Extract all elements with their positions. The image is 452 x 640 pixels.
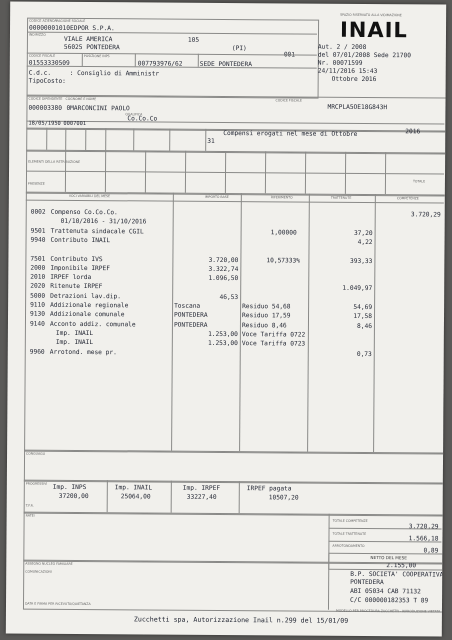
employee-contract: Co.Co.Co <box>127 115 158 123</box>
line-description: Addizionale regionale <box>50 301 129 310</box>
prog-value-inail: 25064,00 <box>120 493 151 501</box>
line-base: 1.253,00 <box>208 330 238 338</box>
line-description: Ritenute IRPEF <box>50 283 103 291</box>
caption-indirizzo: INDIRIZZO <box>28 32 46 37</box>
label-arrotondamento: ARROTONDAMENTO <box>332 543 365 548</box>
model-caption: MODELLO PER PROCEDURA ZUCCHETTI - RIPRODUZIONE VIETATA <box>335 608 441 614</box>
line-competence: 3.720,29 <box>410 211 441 219</box>
day-count: 31 <box>207 137 215 145</box>
line-code: 9960 <box>29 348 45 356</box>
netto-del-mese: 2.155,00 <box>386 562 417 570</box>
reserved-caption: SPAZIO RISERVATO ALLA VIDIMAZIONE <box>340 12 402 18</box>
signature-caption: DATA E FIRMA PER RICEVUTA/QUIETANZA <box>24 601 91 607</box>
employee-code: 000003380 <box>28 104 63 112</box>
line-description: Imp. INAIL <box>55 329 94 337</box>
prog-label-irpef: Imp. IRPEF <box>182 484 221 492</box>
caption-imponibile: IMPORTO BASE <box>204 194 229 200</box>
line-deduction: 37,20 <box>353 229 373 237</box>
caption-tfr: T.F.R. <box>25 503 34 508</box>
line-code: 9140 <box>29 320 45 328</box>
line-base: 46,53 <box>219 293 239 301</box>
company-tax-code: 01553330509 <box>28 59 70 67</box>
line-code: 9130 <box>30 310 45 319</box>
line-base: 1.096,50 <box>208 274 239 283</box>
line-code: 2010 <box>30 273 46 281</box>
line-base: 1.253,00 <box>207 340 238 348</box>
totale-competenze: 3.720,29 <box>408 523 439 531</box>
line-deduction: 0,73 <box>356 350 372 358</box>
table-row <box>10 1 446 4</box>
line-description: Contributo INAIL <box>50 236 111 245</box>
pay-period: Ottobre 2016 <box>331 75 377 84</box>
line-reference: 10,57333% <box>266 256 300 265</box>
company-phone: 007793976/62 <box>137 60 183 68</box>
prog-value-irpef: 33227,40 <box>186 493 217 501</box>
line-deduction: 4,22 <box>357 238 373 246</box>
description-year: 2016 <box>405 128 421 136</box>
line-base: PONTEDERA <box>173 311 208 320</box>
line-description: Imponibile IRPEF <box>50 264 110 272</box>
payslip-page <box>6 1 446 636</box>
caption-progressivi: PROGRESSIVI <box>25 481 48 486</box>
company-city: 56025 PONTEDERA <box>63 43 120 52</box>
cost-center: C.d.c. <box>28 69 52 77</box>
hire-date: 18/05/1950 <box>28 120 61 127</box>
prog-value-irpef-paid: 10507,20 <box>268 494 299 502</box>
line-description: Addizionale comunale <box>50 311 125 319</box>
caption-trattenute: TRATTENUTE <box>330 195 352 200</box>
employee-fiscal-code: MRCPLA5OE18G843H <box>327 103 388 112</box>
line-reference: 1,00000 <box>270 228 297 237</box>
prog-label-irpef-paid: IRPEF pagata <box>246 485 292 493</box>
line-reference: Voce Tariffa 0722 <box>241 331 306 339</box>
arrotondamento: 0,89 <box>423 547 439 555</box>
company-street: VIALE AMERICA <box>63 35 113 44</box>
totale-trattenute: 1.566,18 <box>408 535 439 543</box>
line-reference: Voce Tariffa 0723 <box>241 340 306 348</box>
caption-codice-azienda: CODICE AZIENDA <box>29 18 57 23</box>
company-street-no: 105 <box>187 36 200 44</box>
bank-branch: PONTEDERA <box>350 578 384 587</box>
print-date: 24/11/2016 15:43 <box>317 67 378 76</box>
prog-value-inps: 37200,00 <box>58 492 89 501</box>
line-reference: Residuo 54,68 <box>242 303 291 311</box>
line-code: 2000 <box>30 264 46 272</box>
caption-riferimento: RIFERIMENTO <box>270 195 293 200</box>
line-description: Contributo IVS <box>50 255 103 263</box>
line-code: 9501 <box>30 227 46 235</box>
company-province: (PI) <box>231 45 247 53</box>
caption-elementi: ELEMENTI DELLA RETRIBUZIONE <box>28 159 81 164</box>
caption-presenze: PRESENZE <box>27 181 45 186</box>
line-base: 3.322,74 <box>208 265 239 273</box>
employee-role: : Consiglio di Amministr <box>69 69 160 78</box>
bank-abi-cab: ABI 05034 CAB 71132 <box>350 587 421 596</box>
prog-label-inail: Imp. INAIL <box>114 484 153 492</box>
caption-qualifica: QUALIFICA <box>125 112 143 117</box>
authorization-number: Aut. 2 / 2008 <box>317 43 367 51</box>
line-base: Toscana <box>174 302 201 310</box>
seat-code: 001 <box>283 51 296 59</box>
caption-ratei: RATEI <box>25 513 35 518</box>
line-description: IRPEF lorda <box>50 273 92 282</box>
line-description: Detrazioni lav.dip. <box>50 292 121 300</box>
line-deduction: 1.049,97 <box>342 285 373 293</box>
caption-voci: VOCI VARIABILI DEL MESE <box>68 193 111 199</box>
line-reference: Residuo 17,59 <box>241 312 291 320</box>
employee-name: 0MARCONCINI PAOLO <box>66 104 130 113</box>
authorization-nr: Nr. 00071599 <box>317 59 363 67</box>
caption-cognome: COGNOME E NOME <box>65 96 97 102</box>
line-description: Arrotond. mese pr. <box>49 348 117 356</box>
line-deduction: 54,69 <box>353 303 373 312</box>
line-description: Trattenuta sindacale CGIL <box>50 227 144 236</box>
caption-codice-dip: CODICE DIPENDENTE <box>28 96 63 101</box>
caption-assegno: ASSEGNO NUCLEO FAMILIARE <box>25 561 73 566</box>
line-deduction: 17,58 <box>353 313 373 321</box>
line-code: 0002 <box>30 208 46 216</box>
line-code: 2020 <box>30 283 46 291</box>
company-code: 00000001010EDPOR S.P.A. <box>29 24 115 33</box>
caption-ragione-sociale: RAGIONE SOCIALE <box>56 18 86 24</box>
line-description: 01/10/2016 - 31/10/2016 <box>60 218 147 226</box>
authorization-date: del 07/01/2008 Sede 21700 <box>317 51 412 60</box>
inail-logo: INAIL <box>339 17 408 43</box>
line-reference: Residuo 8,46 <box>241 321 287 330</box>
line-code: 9110 <box>30 301 46 309</box>
bank-account: C/C 000000182353 T 89 <box>350 596 429 605</box>
caption-totale: TOTALE <box>412 179 426 184</box>
caption-posizione-inps: POSIZIONE INPS <box>83 54 110 59</box>
line-description: Compenso Co.Co.Co. <box>50 208 118 217</box>
deduction-code: 0007001 <box>63 120 87 128</box>
line-code: 9940 <box>30 236 46 244</box>
line-base: PONTEDERA <box>173 321 208 329</box>
line-deduction: 393,33 <box>350 257 373 265</box>
caption-comunicazioni: COMUNICAZIONI <box>25 569 52 574</box>
company-seat: SEDE PONTEDERA <box>199 60 252 69</box>
publisher-footer: Zucchetti spa, Autorizzazione Inail n.299 del 15/01/09 <box>133 615 349 625</box>
label-totale-trattenute: TOTALE TRATTENUTE <box>332 531 367 536</box>
label-netto: NETTO DEL MESE <box>370 555 407 561</box>
description-title: Compensi erogati nel mese di Ottobre <box>223 129 358 138</box>
line-description: Imp. INAIL <box>55 339 94 347</box>
line-base: 3.720,00 <box>208 256 239 264</box>
prog-label-inps: Imp. INPS <box>52 483 87 492</box>
line-code: 7501 <box>30 255 46 263</box>
caption-codice-fiscale-dip: CODICE FISCALE <box>275 98 302 103</box>
bank-name: B.P. SOCIETA' COOPERATIVA <box>350 570 444 579</box>
cost-type: TipoCosto: <box>28 77 66 85</box>
caption-competenze: COMPETENZE <box>396 196 419 201</box>
caption-codice-fiscale: CODICE FISCALE <box>28 53 56 58</box>
line-description: Acconto addiz. comunale <box>49 320 136 328</box>
label-totale-competenze: TOTALE COMPETENZE <box>332 518 368 523</box>
line-code: 5000 <box>30 292 46 300</box>
line-deduction: 8,46 <box>357 322 372 330</box>
caption-conguagli: CONGUAGLI <box>26 451 46 456</box>
